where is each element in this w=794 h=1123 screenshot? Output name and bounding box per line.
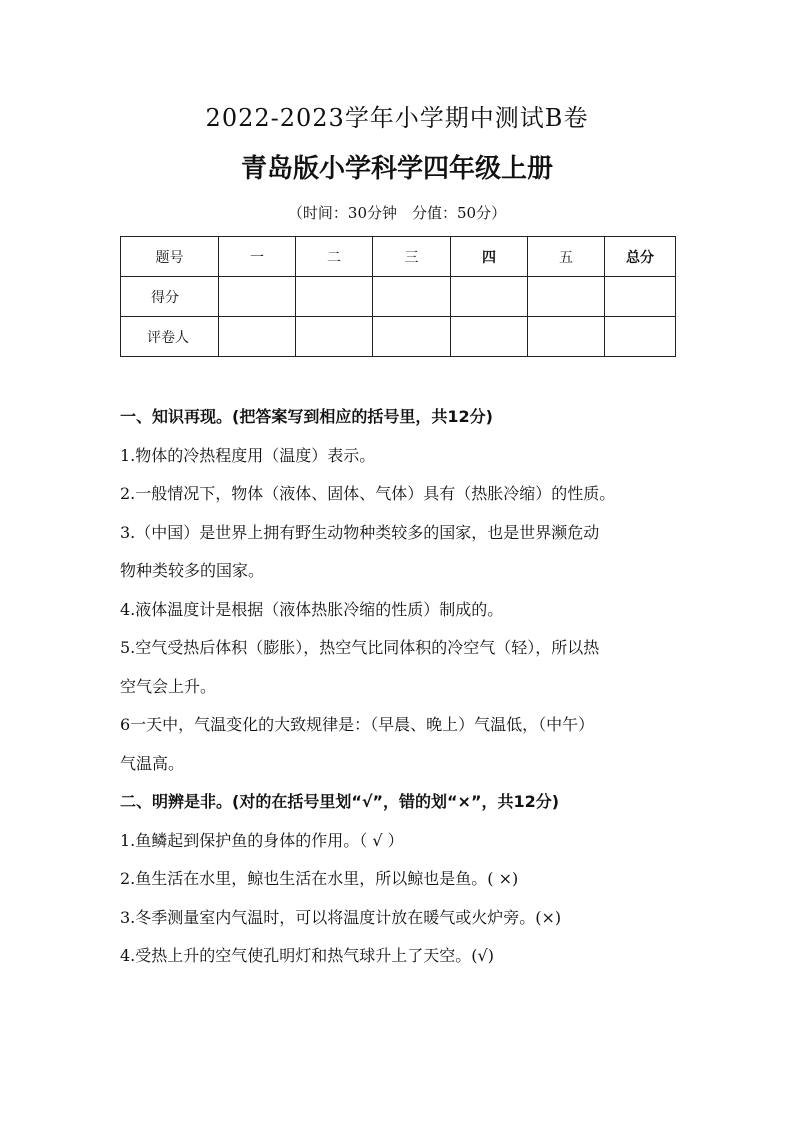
question-line: 3.（中国）是世界上拥有野生动物种类较多的国家，也是世界濒危动 [120, 522, 600, 542]
section-heading: 一、知识再现。(把答案写到相应的括号里，共12分) [120, 407, 493, 426]
header-cell-2: 二 [296, 237, 373, 277]
score-table-header-row [121, 237, 676, 277]
question-line: 6一天中，气温变化的大致规律是：（早晨、晚上）气温低，（中午） [120, 715, 595, 734]
header-cell-5: 五 [528, 237, 605, 277]
question-line: 5.空气受热后体积（膨胀），热空气比同体积的冷空气（轻），所以热 [120, 638, 600, 657]
grader-cell[interactable] [605, 317, 676, 357]
exam-content [120, 398, 690, 976]
score-row [121, 277, 676, 317]
exam-title: 2022-2023学年小学期中测试B卷 [205, 104, 589, 132]
score-cell[interactable] [451, 277, 528, 317]
question-line: 气温高。 [120, 753, 185, 773]
header-cell-question-no: 题号 [121, 237, 219, 277]
exam-subtitle: 青岛版小学科学四年级上册 [240, 154, 553, 184]
score-cell[interactable] [605, 277, 676, 317]
header-cell-4: 四 [451, 237, 528, 277]
row-label-grader: 评卷人 [121, 317, 219, 357]
question-line: 2.鱼生活在水里，鲸也生活在水里，所以鲸也是鱼。( ×) [120, 869, 519, 888]
section-heading: 二、明辨是非。(对的在括号里划“√”，错的划“×”，共12分) [120, 792, 560, 811]
question-line: 1.物体的冷热程度用（温度）表示。 [120, 445, 376, 465]
score-cell[interactable] [219, 277, 296, 317]
header-cell-total: 总分 [605, 237, 676, 277]
grader-cell[interactable] [528, 317, 605, 357]
grader-cell[interactable] [219, 317, 296, 357]
header-cell-3: 三 [373, 237, 451, 277]
question-line: 4.液体温度计是根据（液体热胀冷缩的性质）制成的。 [120, 599, 504, 619]
question-line: 物种类较多的国家。 [120, 561, 265, 580]
grader-cell[interactable] [451, 317, 528, 357]
question-line: 4.受热上升的空气使孔明灯和热气球升上了天空。(√) [120, 946, 494, 965]
question-line: 空气会上升。 [120, 676, 217, 696]
grader-cell[interactable] [296, 317, 373, 357]
score-cell[interactable] [528, 277, 605, 317]
score-table [120, 236, 676, 357]
row-label-score: 得分 [121, 277, 219, 317]
header-cell-1: 一 [219, 237, 296, 277]
score-cell[interactable] [373, 277, 451, 317]
question-line: 3.冬季测量室内气温时，可以将温度计放在暖气或火炉旁。(×) [120, 907, 562, 927]
question-line: 1.鱼鳞起到保护鱼的身体的作用。（ √ ） [120, 830, 404, 850]
grader-row [121, 317, 676, 357]
time-score-info: （时间：30分钟 分值：50分） [287, 204, 507, 222]
grader-cell[interactable] [373, 317, 451, 357]
score-cell[interactable] [296, 277, 373, 317]
question-line: 2.一般情况下，物体（液体、固体、气体）具有（热胀冷缩）的性质。 [120, 484, 616, 503]
